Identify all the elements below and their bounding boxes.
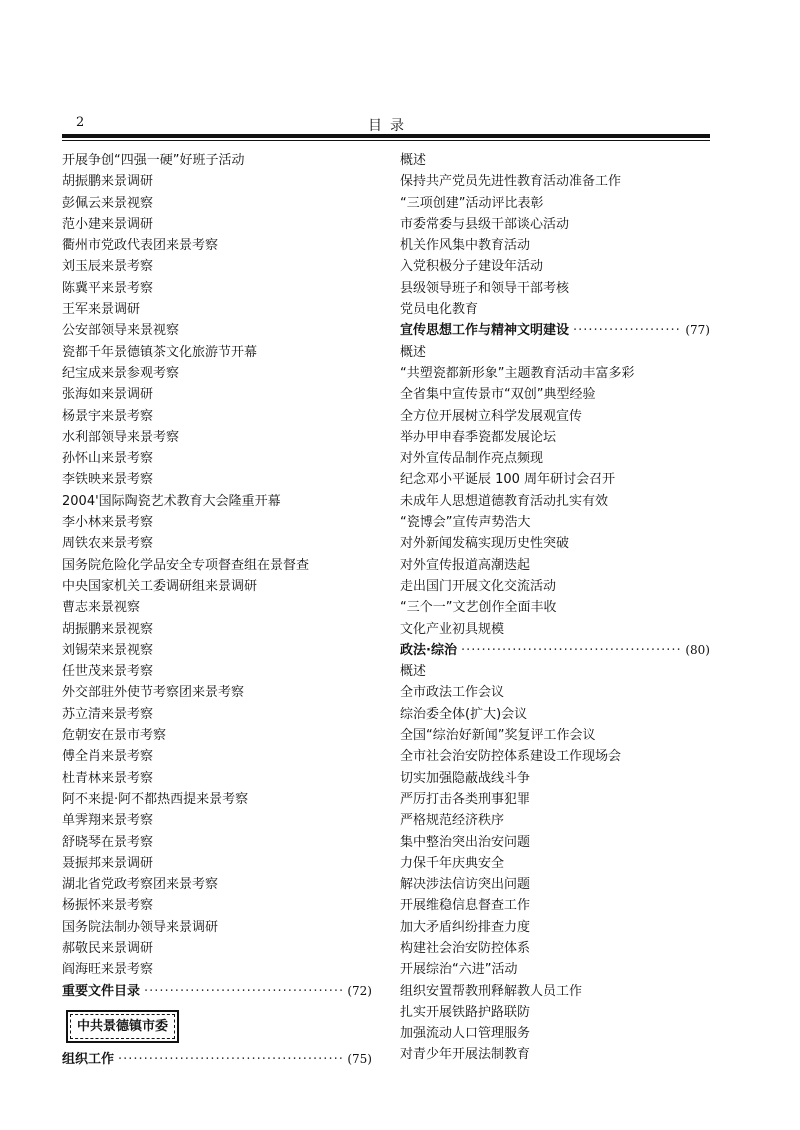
toc-item[interactable]: 杨振怀来景考察 [62, 898, 154, 914]
toc-entry-law[interactable] [400, 640, 710, 661]
toc-item[interactable]: 解决涉法信访突出问题 [400, 877, 531, 893]
toc-entry-propaganda[interactable] [400, 320, 710, 341]
toc-item[interactable]: 开展维稳信息督查工作 [400, 898, 531, 914]
toc-item[interactable]: 阎海旺来景考察 [62, 962, 154, 978]
toc-item[interactable]: “三个一”文艺创作全面丰收 [400, 600, 557, 616]
toc-item[interactable]: “三项创建”活动评比表彰 [400, 195, 544, 211]
toc-entry-label: 重要文件目录 [62, 983, 141, 999]
toc-item[interactable]: 王军来景调研 [62, 302, 141, 318]
toc-item[interactable]: 组织安置帮教刑释解教人员工作 [400, 983, 583, 999]
toc-item[interactable]: 全省集中宣传景市“双创”典型经验 [400, 387, 596, 403]
right-item-list-3 [400, 661, 710, 1066]
toc-item[interactable]: 杜青林来景考察 [62, 770, 154, 786]
toc-item[interactable]: 综治委全体(扩大)会议 [400, 706, 528, 722]
toc-item[interactable]: 严格规范经济秩序 [400, 813, 505, 829]
page-number: 2 [76, 115, 85, 130]
toc-item[interactable]: 全方位开展树立科学发展观宣传 [400, 408, 583, 424]
toc-item[interactable]: 周铁农来景考察 [62, 536, 154, 552]
toc-item[interactable]: 举办甲申春季瓷都发展论坛 [400, 429, 557, 445]
toc-entry-label: 政法·综治 [400, 642, 457, 658]
header-rule-thin [62, 140, 710, 141]
toc-item[interactable]: 傅全肖来景考察 [62, 749, 154, 765]
toc-item[interactable]: 范小建来景调研 [62, 216, 154, 232]
toc-item[interactable]: 外交部驻外使节考察团来景考察 [62, 685, 245, 701]
toc-item[interactable]: 国务院危险化学品安全专项督查组在景督查 [62, 557, 310, 573]
toc-entry-organization[interactable] [62, 1049, 372, 1070]
toc-item[interactable]: 任世茂来景考察 [62, 664, 154, 680]
toc-item[interactable]: 对青少年开展法制教育 [400, 1047, 531, 1063]
toc-page-ref: (75) [347, 1051, 372, 1066]
toc-page-ref: (72) [347, 983, 372, 998]
toc-item[interactable]: 公安部领导来景视察 [62, 323, 180, 339]
header-rule-thick [62, 134, 710, 138]
toc-item[interactable]: 胡振鹏来景调研 [62, 174, 154, 190]
toc-item[interactable]: 扎实开展铁路护路联防 [400, 1004, 531, 1020]
toc-item[interactable]: 刘锡荣来景视察 [62, 642, 154, 658]
toc-item[interactable]: 彭佩云来景视察 [62, 195, 154, 211]
toc-entry-important-documents[interactable] [62, 981, 372, 1002]
toc-item[interactable]: 走出国门开展文化交流活动 [400, 578, 557, 594]
toc-item[interactable]: 孙怀山来景考察 [62, 451, 154, 467]
toc-item[interactable]: 严厉打击各类刑事犯罪 [400, 791, 531, 807]
toc-item[interactable]: 国务院法制办领导来景调研 [62, 919, 219, 935]
toc-item[interactable]: 衢州市党政代表团来景考察 [62, 238, 219, 254]
right-item-list-2 [400, 342, 710, 640]
toc-item[interactable]: 对外宣传报道高潮迭起 [400, 557, 531, 573]
leader-dots [573, 320, 681, 341]
toc-entry-label: 宣传思想工作与精神文明建设 [400, 323, 570, 339]
right-item-list-1 [400, 150, 710, 320]
toc-item[interactable]: 切实加强隐蔽战线斗争 [400, 770, 531, 786]
toc-item[interactable]: 曹志来景视察 [62, 600, 141, 616]
toc-item[interactable]: 单霁翔来景考察 [62, 813, 154, 829]
toc-item[interactable]: 未成年人思想道德教育活动扎实有效 [400, 493, 609, 509]
toc-item[interactable]: 胡振鹏来景视察 [62, 621, 154, 637]
toc-item[interactable]: 县级领导班子和领导干部考核 [400, 280, 570, 296]
left-item-list [62, 150, 372, 981]
toc-item[interactable]: 概述 [400, 344, 427, 360]
toc-item[interactable]: 对外新闻发稿实现历史性突破 [400, 536, 570, 552]
toc-item[interactable]: 刘玉辰来景考察 [62, 259, 154, 275]
toc-item[interactable]: 市委常委与县级干部谈心活动 [400, 216, 570, 232]
toc-item[interactable]: 郝敬民来景调研 [62, 940, 154, 956]
toc-item[interactable]: 开展争创“四强一硬”好班子活动 [62, 153, 245, 168]
toc-item[interactable]: 机关作风集中教育活动 [400, 238, 531, 254]
right-column [400, 150, 710, 1066]
section-heading: 中共景德镇市委 [70, 1014, 175, 1039]
toc-item[interactable]: 2004'国际陶瓷艺术教育大会隆重开幕 [62, 493, 281, 509]
toc-item[interactable]: 加大矛盾纠纷排查力度 [400, 919, 531, 935]
page-header [62, 112, 710, 132]
toc-item[interactable]: 纪念邓小平诞辰 100 周年研讨会召开 [400, 472, 616, 488]
toc-page-ref: (77) [685, 323, 710, 338]
leader-dots [461, 640, 681, 661]
toc-item[interactable]: 湖北省党政考察团来景考察 [62, 877, 219, 893]
toc-item[interactable]: 水利部领导来景考察 [62, 429, 180, 445]
toc-item[interactable]: 杨景宇来景考察 [62, 408, 154, 424]
toc-item[interactable]: “瓷博会”宣传声势浩大 [400, 515, 531, 531]
toc-item[interactable]: 瓷都千年景德镇茶文化旅游节开幕 [62, 344, 258, 360]
toc-item[interactable]: 概述 [400, 153, 427, 168]
toc-item[interactable]: “共塑瓷都新形象”主题教育活动丰富多彩 [400, 365, 635, 381]
toc-item[interactable]: 李小林来景考察 [62, 515, 154, 531]
toc-item[interactable]: 阿不来提·阿不都热西提来景考察 [62, 791, 249, 807]
toc-item[interactable]: 全市政法工作会议 [400, 685, 505, 701]
toc-item[interactable]: 张海如来景调研 [62, 387, 154, 403]
toc-item[interactable]: 全国“综治好新闻”奖复评工作会议 [400, 728, 596, 744]
toc-item[interactable]: 加强流动人口管理服务 [400, 1026, 531, 1042]
toc-item[interactable]: 陈冀平来景考察 [62, 280, 154, 296]
toc-item[interactable]: 苏立清来景考察 [62, 706, 154, 722]
section-heading-box [66, 1010, 179, 1043]
toc-item[interactable]: 舒晓琴在景考察 [62, 834, 154, 850]
toc-item[interactable]: 构建社会治安防控体系 [400, 940, 531, 956]
toc-item[interactable]: 李铁映来景考察 [62, 472, 154, 488]
toc-page-ref: (80) [685, 642, 710, 657]
toc-item[interactable]: 保持共产党员先进性教育活动准备工作 [400, 174, 622, 190]
toc-item[interactable]: 中央国家机关工委调研组来景调研 [62, 578, 258, 594]
toc-item[interactable]: 聂振邦来景调研 [62, 855, 154, 871]
toc-item[interactable]: 力保千年庆典安全 [400, 855, 505, 871]
toc-item[interactable]: 入党积极分子建设年活动 [400, 259, 544, 275]
toc-item[interactable]: 概述 [400, 664, 427, 680]
toc-item[interactable]: 集中整治突出治安问题 [400, 834, 531, 850]
toc-item[interactable]: 对外宣传品制作亮点频现 [400, 451, 544, 467]
toc-item[interactable]: 党员电化教育 [400, 302, 479, 318]
toc-entry-label: 组织工作 [62, 1051, 115, 1067]
running-title: 目录 [368, 118, 412, 134]
toc-item[interactable]: 危朝安在景市考察 [62, 728, 167, 744]
leader-dots [144, 981, 343, 1002]
left-column [62, 150, 372, 1070]
toc-item[interactable]: 开展综治“六进”活动 [400, 962, 518, 978]
leader-dots [118, 1049, 343, 1070]
toc-item[interactable]: 文化产业初具规模 [400, 621, 505, 637]
toc-item[interactable]: 纪宝成来景参观考察 [62, 365, 180, 381]
toc-item[interactable]: 全市社会治安防控体系建设工作现场会 [400, 749, 622, 765]
